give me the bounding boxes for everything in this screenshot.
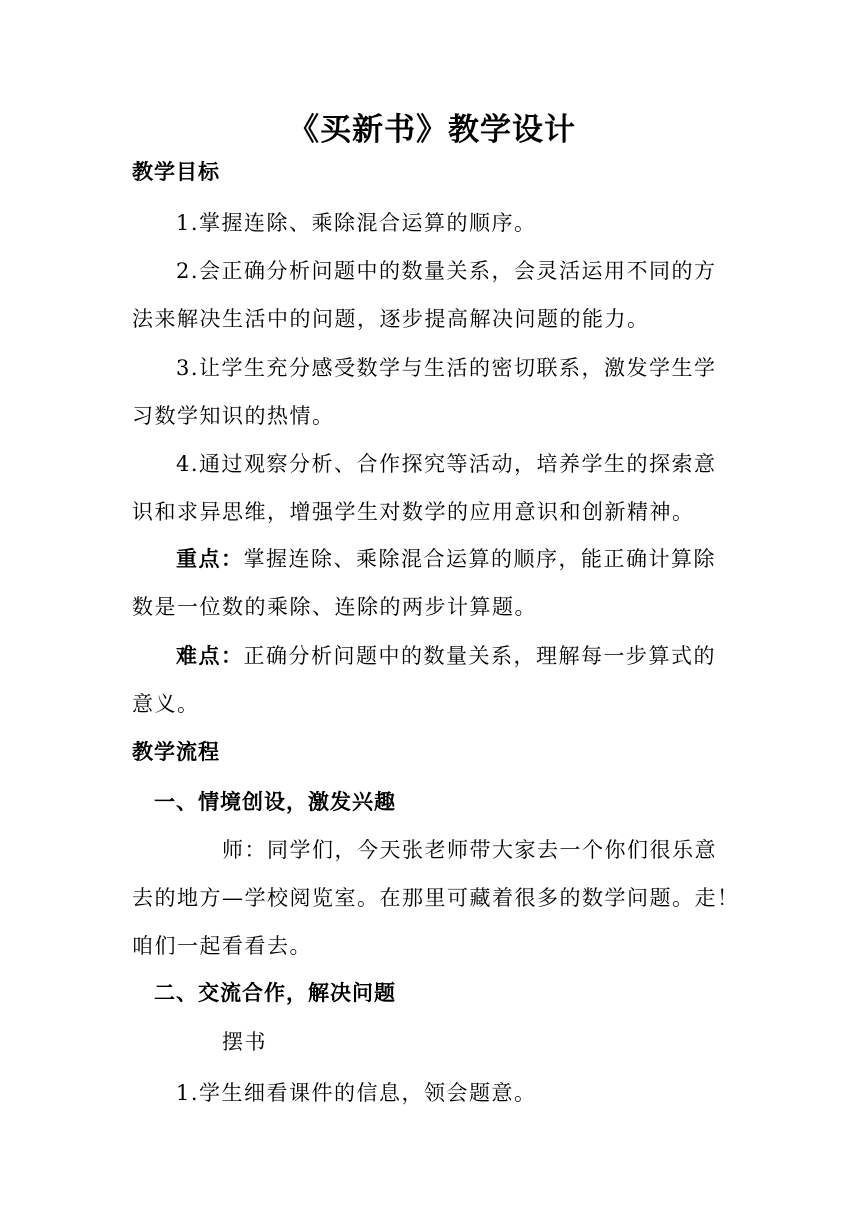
goal-item-3-line1: 3.让学生充分感受数学与生活的密切联系，激发学生学: [176, 356, 717, 380]
difficult-point-label: 难点：: [176, 643, 244, 668]
goal-item-2-line1: 2.会正确分析问题中的数量关系，会灵活运用不同的方: [176, 259, 717, 283]
difficult-point-line2: 意义。: [132, 692, 200, 716]
difficult-point-line1: 正确分析问题中的数量关系，理解每一步算式的: [243, 644, 716, 668]
goal-item-2-line2: 法来解决生活中的问题，逐步提高解决问题的能力。: [132, 307, 650, 331]
part2-heading: 二、交流合作，解决问题: [154, 980, 396, 1005]
goal-item-4-line2: 识和求异思维，增强学生对数学的应用意识和创新精神。: [132, 500, 695, 524]
part2-item-1: 1.学生细看课件的信息，领会题意。: [176, 1081, 537, 1105]
goal-item-2: [132, 247, 732, 343]
key-point: [132, 535, 732, 631]
document-title: 《买新书》教学设计: [288, 112, 576, 148]
part1-line1: 师：同学们，今天张老师带大家去一个你们很乐意: [222, 838, 717, 862]
goal-item-3: [132, 344, 732, 440]
part1-line2: 去的地方—学校阅览室。在那里可藏着很多的数学问题。走！: [132, 886, 740, 910]
goal-item-4: [132, 440, 732, 536]
goal-item-1: [132, 199, 732, 247]
goal-item-4-line1: 4.通过观察分析、合作探究等活动，培养学生的探索意: [176, 452, 717, 476]
key-point-line1: 掌握连除、乘除混合运算的顺序，能正确计算除: [243, 547, 716, 571]
part1-paragraph: [132, 826, 740, 970]
key-point-label: 重点：: [176, 546, 244, 571]
section-heading-flow: 教学流程: [132, 739, 220, 764]
goal-item-3-line2: 习数学知识的热情。: [132, 404, 335, 428]
part1-heading: 一、情境创设，激发兴趣: [154, 789, 396, 814]
section-heading-goals: 教学目标: [132, 159, 220, 184]
goal-item-1-line1: 1.掌握连除、乘除混合运算的顺序。: [176, 211, 537, 235]
part2-subheading: 摆书: [222, 1030, 267, 1054]
part1-line3: 咱们一起看看去。: [132, 934, 312, 958]
key-point-line2: 数是一位数的乘除、连除的两步计算题。: [132, 595, 537, 619]
difficult-point: [132, 632, 732, 728]
